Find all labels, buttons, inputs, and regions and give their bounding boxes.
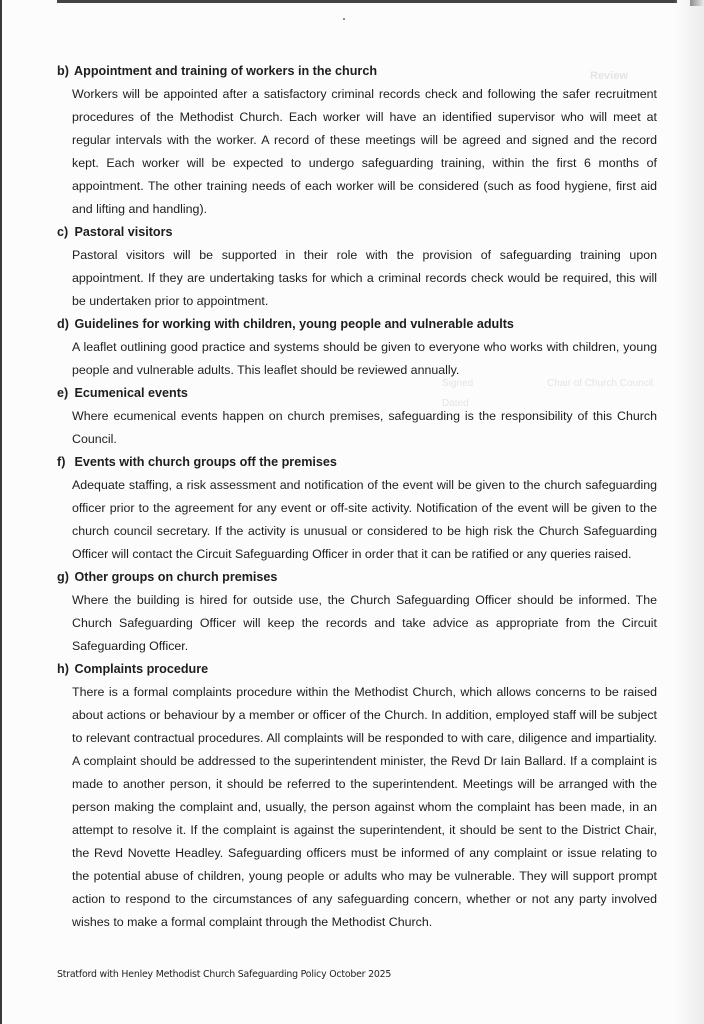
section-e [57,382,657,451]
bleed-through-chair: Chair of Church Council [547,378,654,389]
section-heading [57,313,657,336]
section-text: A leaflet outlining good practice and systems should be given to everyone who works with children, young people and vulnerable adults. This leaflet should be reviewed annually. [72,340,657,377]
section-letter: h) [57,662,69,676]
page-footer: Stratford with Henley Methodist Church Safeguarding Policy October 2025 [57,969,392,980]
section-f [57,451,657,566]
section-title: Guidelines for working with children, young people and vulnerable adults [74,317,514,331]
section-title: Appointment and training of workers in the church [74,64,378,78]
scan-top-edge [57,0,677,3]
section-heading [57,658,657,681]
section-heading [57,566,657,589]
section-letter: e) [57,386,69,400]
section-g [57,566,657,658]
section-heading [57,60,657,83]
section-text: Where the building is hired for outside use, the Church Safeguarding Officer should be informed. The Church Safeguarding Officer will keep the records and take advice as appropriate from the Circuit Safeguarding Officer. [72,593,657,653]
bleed-through-heading: Review [590,70,628,82]
section-h [57,658,657,934]
scan-right-shade [674,0,704,1024]
section-text: There is a formal complaints procedure within the Methodist Church, which allows concerns to be raised about actions or behaviour by a member or officer of the Church. In addition, employed staff will be subject to relevant contractual procedures. All complaints will be responded to with care, diligence and impartiality. A complaint should be addressed to the superintendent minister, the Revd Dr Iain Ballard. If a complaint is made to another person, it should be referred to the superintendent. Meetings will be arranged with the person making the complaint and, usually, the person against whom the complaint has been made, in an attempt to resolve it. If the complaint is against the superintendent, it should be sent to the District Chair, the Revd Novette Headley. Safeguarding officers must be informed of any complaint or issue relating to the potential abuse of children, young people or adults who may be vulnerable. They will support prompt action to respond to the circumstances of any safeguarding concern, whether or not any party involved wishes to make a formal complaint through the Methodist Church. [72,685,657,929]
section-title: Pastoral visitors [74,225,173,239]
section-title: Events with church groups off the premises [74,455,337,469]
scan-speck [343,18,345,20]
section-title: Complaints procedure [74,662,209,676]
bleed-through-dated: Dated [442,398,469,409]
section-heading [57,451,657,474]
section-letter: b) [57,64,69,78]
section-letter: g) [57,570,69,584]
document-body [57,60,657,934]
section-letter: d) [57,317,69,331]
section-heading [57,382,657,405]
section-text: Pastoral visitors will be supported in their role with the provision of safeguarding training upon appointment. If they are undertaking tasks for which a criminal records check would be required, this will be undertaken prior to appointment. [72,248,657,308]
section-letter: f) [57,455,66,469]
section-heading [57,221,657,244]
section-text: Where ecumenical events happen on church premises, safeguarding is the responsibility of this Church Council. [72,409,657,446]
section-text: Workers will be appointed after a satisfactory criminal records check and following the safer recruitment procedures of the Methodist Church. Each worker will have an identified supervisor who will meet at regular intervals with the worker. A record of these meetings will be agreed and signed and the record kept. Each worker will be expected to undergo safeguarding training, within the first 6 months of appointment. The other training needs of each worker will be considered (such as food hygiene, first aid and lifting and handling). [72,87,657,216]
section-title: Ecumenical events [74,386,188,400]
bleed-through-signed: Signed [442,378,474,389]
section-b [57,60,657,221]
section-title: Other groups on church premises [74,570,278,584]
section-letter: c) [57,225,69,239]
section-text: Adequate staffing, a risk assessment and notification of the event will be given to the church safeguarding officer prior to the agreement for any event or off-site activity. Notification of the event will be given to the church council secretary. If the activity is unusual or considered to be high risk the Church Safeguarding Officer will contact the Circuit Safeguarding Officer in order that it can be ratified or any queries raised. [72,478,657,561]
section-c [57,221,657,313]
section-d [57,313,657,382]
